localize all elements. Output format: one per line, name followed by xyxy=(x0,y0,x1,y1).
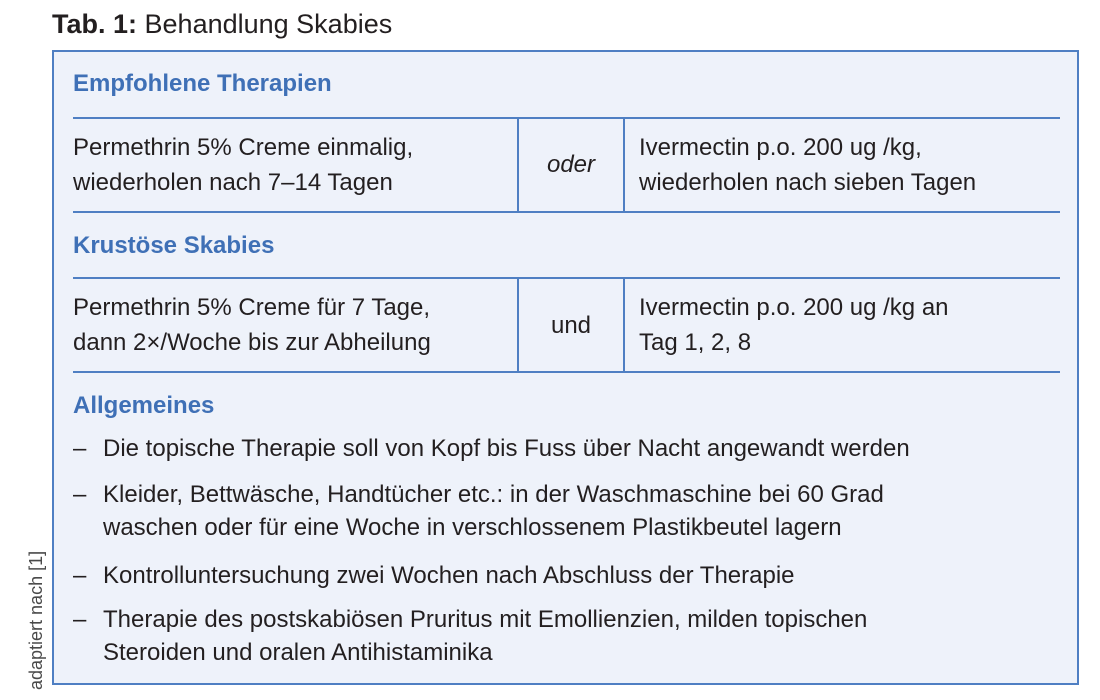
table-number: Tab. 1: xyxy=(52,9,138,39)
bullet-dash: – xyxy=(73,435,87,462)
crusted-right-cell xyxy=(639,290,949,360)
treatment-table xyxy=(52,50,1079,685)
cell-line: Tag 1, 2, 8 xyxy=(639,329,752,356)
cell-line: Ivermectin p.o. 200 ug /kg, xyxy=(639,134,922,161)
divider xyxy=(73,371,1060,373)
table-title-text: Behandlung Skabies xyxy=(144,9,393,39)
list-item-text xyxy=(103,478,884,544)
recommended-left-cell xyxy=(73,130,413,200)
list-item-line: Kleider, Bettwäsche, Handtücher etc.: in der Waschmaschine bei 60 Grad xyxy=(103,481,884,508)
bullet-dash: – xyxy=(73,606,87,633)
list-item-text xyxy=(103,432,910,465)
cell-line: wiederholen nach sieben Tagen xyxy=(639,169,977,196)
section-heading-general: Allgemeines xyxy=(73,392,215,419)
column-divider xyxy=(623,277,625,372)
cell-line: wiederholen nach 7–14 Tagen xyxy=(73,169,393,196)
divider xyxy=(73,211,1060,213)
list-item-line: Therapie des postskabiösen Pruritus mit Emollienzien, milden topischen xyxy=(103,606,868,633)
crusted-connector: und xyxy=(550,312,592,339)
cell-line: dann 2×/Woche bis zur Abheilung xyxy=(73,329,431,356)
cell-line: Ivermectin p.o. 200 ug /kg an xyxy=(639,294,949,321)
recommended-connector: oder xyxy=(546,151,596,178)
divider xyxy=(73,117,1060,119)
bullet-dash: – xyxy=(73,481,87,508)
list-item-line: waschen oder für eine Woche in verschlossenem Plastikbeutel lagern xyxy=(103,514,842,541)
crusted-left-cell xyxy=(73,290,431,360)
list-item-text xyxy=(103,603,867,669)
list-item-line: Steroiden und oralen Antihistaminika xyxy=(103,639,493,666)
column-divider xyxy=(623,117,625,212)
divider xyxy=(73,277,1060,279)
recommended-right-cell xyxy=(639,130,976,200)
list-item-line: Die topische Therapie soll von Kopf bis Fuss über Nacht angewandt werden xyxy=(103,435,910,462)
cell-line: Permethrin 5% Creme einmalig, xyxy=(73,134,414,161)
source-note: adaptiert nach [1] xyxy=(26,550,46,690)
section-heading-crusted: Krustöse Skabies xyxy=(73,232,275,259)
section-heading-recommended: Empfohlene Therapien xyxy=(73,70,332,97)
bullet-dash: – xyxy=(73,562,87,589)
list-item-text xyxy=(103,559,795,592)
cell-line: Permethrin 5% Creme für 7 Tage, xyxy=(73,294,431,321)
table-title xyxy=(52,6,392,42)
list-item-line: Kontrolluntersuchung zwei Wochen nach Abschluss der Therapie xyxy=(103,562,795,589)
